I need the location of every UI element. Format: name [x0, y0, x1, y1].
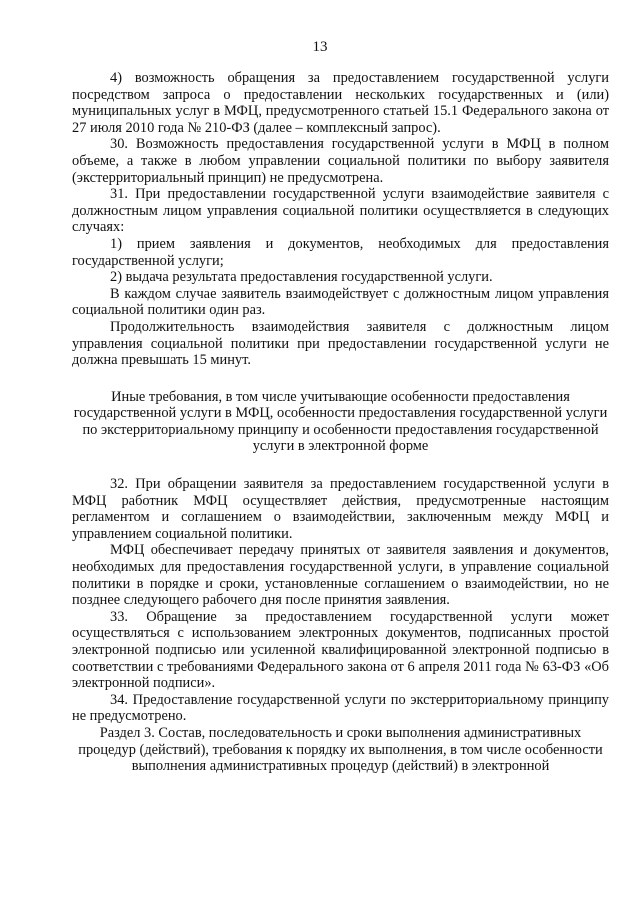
- paragraph-31-item-1: 1) прием заявления и документов, необходимых для предоставления государственной услуги;: [72, 235, 609, 269]
- paragraph-item-4: 4) возможность обращения за предоставлением государственной услуги посредством запроса о предоставлении нескольких государственных и (или) муниципальных услуг в МФЦ, предусмотренного статьей 15.1 Федерального закона от 27 июля 2010 года № 210-ФЗ (далее – комплексный запрос).: [72, 70, 609, 136]
- paragraph-31-duration: Продолжительность взаимодействия заявителя с должностным лицом управления социальной политики при предоставлении государственной услуги не должна превышать 15 минут.: [72, 318, 609, 369]
- paragraph-31-note: В каждом случае заявитель взаимодействует с должностным лицом управления социальной политики один раз.: [72, 285, 609, 319]
- paragraph-30: 30. Возможность предоставления государственной услуги в МФЦ в полном объеме, а также в любом управлении социальной политики по выбору заявителя (экстерриториальный принцип) не предусмотрена.: [72, 136, 609, 186]
- paragraph-31-item-2: 2) выдача результата предоставления государственной услуги.: [110, 269, 493, 286]
- page-number: 13: [312, 39, 328, 55]
- paragraph-34: 34. Предоставление государственной услуги по экстерриториальному принципу не предусмотрено.: [72, 691, 609, 725]
- paragraph-32-transfer: МФЦ обеспечивает передачу принятых от заявителя заявления и документов, необходимых для предоставления государственной услуги, в управление социальной политики в порядке и сроки, установленные соглашением о взаимодействии, но не позднее следующего рабочего дня после принятия заявления.: [72, 542, 609, 609]
- section-heading-other-requirements: Иные требования, в том числе учитывающие особенности предоставления государственной услуги в МФЦ, особенности предоставления государственной услуги по экстерриториальному принципу и особенности предоставления государственной услуги в электронной форме: [73, 388, 608, 455]
- section-3-heading: Раздел 3. Состав, последовательность и сроки выполнения административных процедур (действий), требования к порядку их выполнения, в том числе особенности выполнения административных процедур (действий) в электронной: [78, 724, 603, 775]
- paragraph-32: 32. При обращении заявителя за предоставлением государственной услуги в МФЦ работник МФЦ осуществляет действия, предусмотренные настоящим регламентом и соглашением о взаимодействии, заключенным между МФЦ и управлением социальной политики.: [72, 476, 609, 542]
- paragraph-33: 33. Обращение за предоставлением государственной услуги может осуществляться с использованием электронных документов, подписанных простой электронной подписью или усиленной квалифицированной электронной подписью в соответствии с требованиями Федерального закона от 6 апреля 2011 года № 63-ФЗ «Об электронной подписи».: [72, 608, 609, 692]
- document-body: [72, 70, 609, 775]
- paragraph-31: 31. При предоставлении государственной услуги взаимодействие заявителя с должностным лицом управления социальной политики осуществляется в следующих случаях:: [72, 186, 609, 236]
